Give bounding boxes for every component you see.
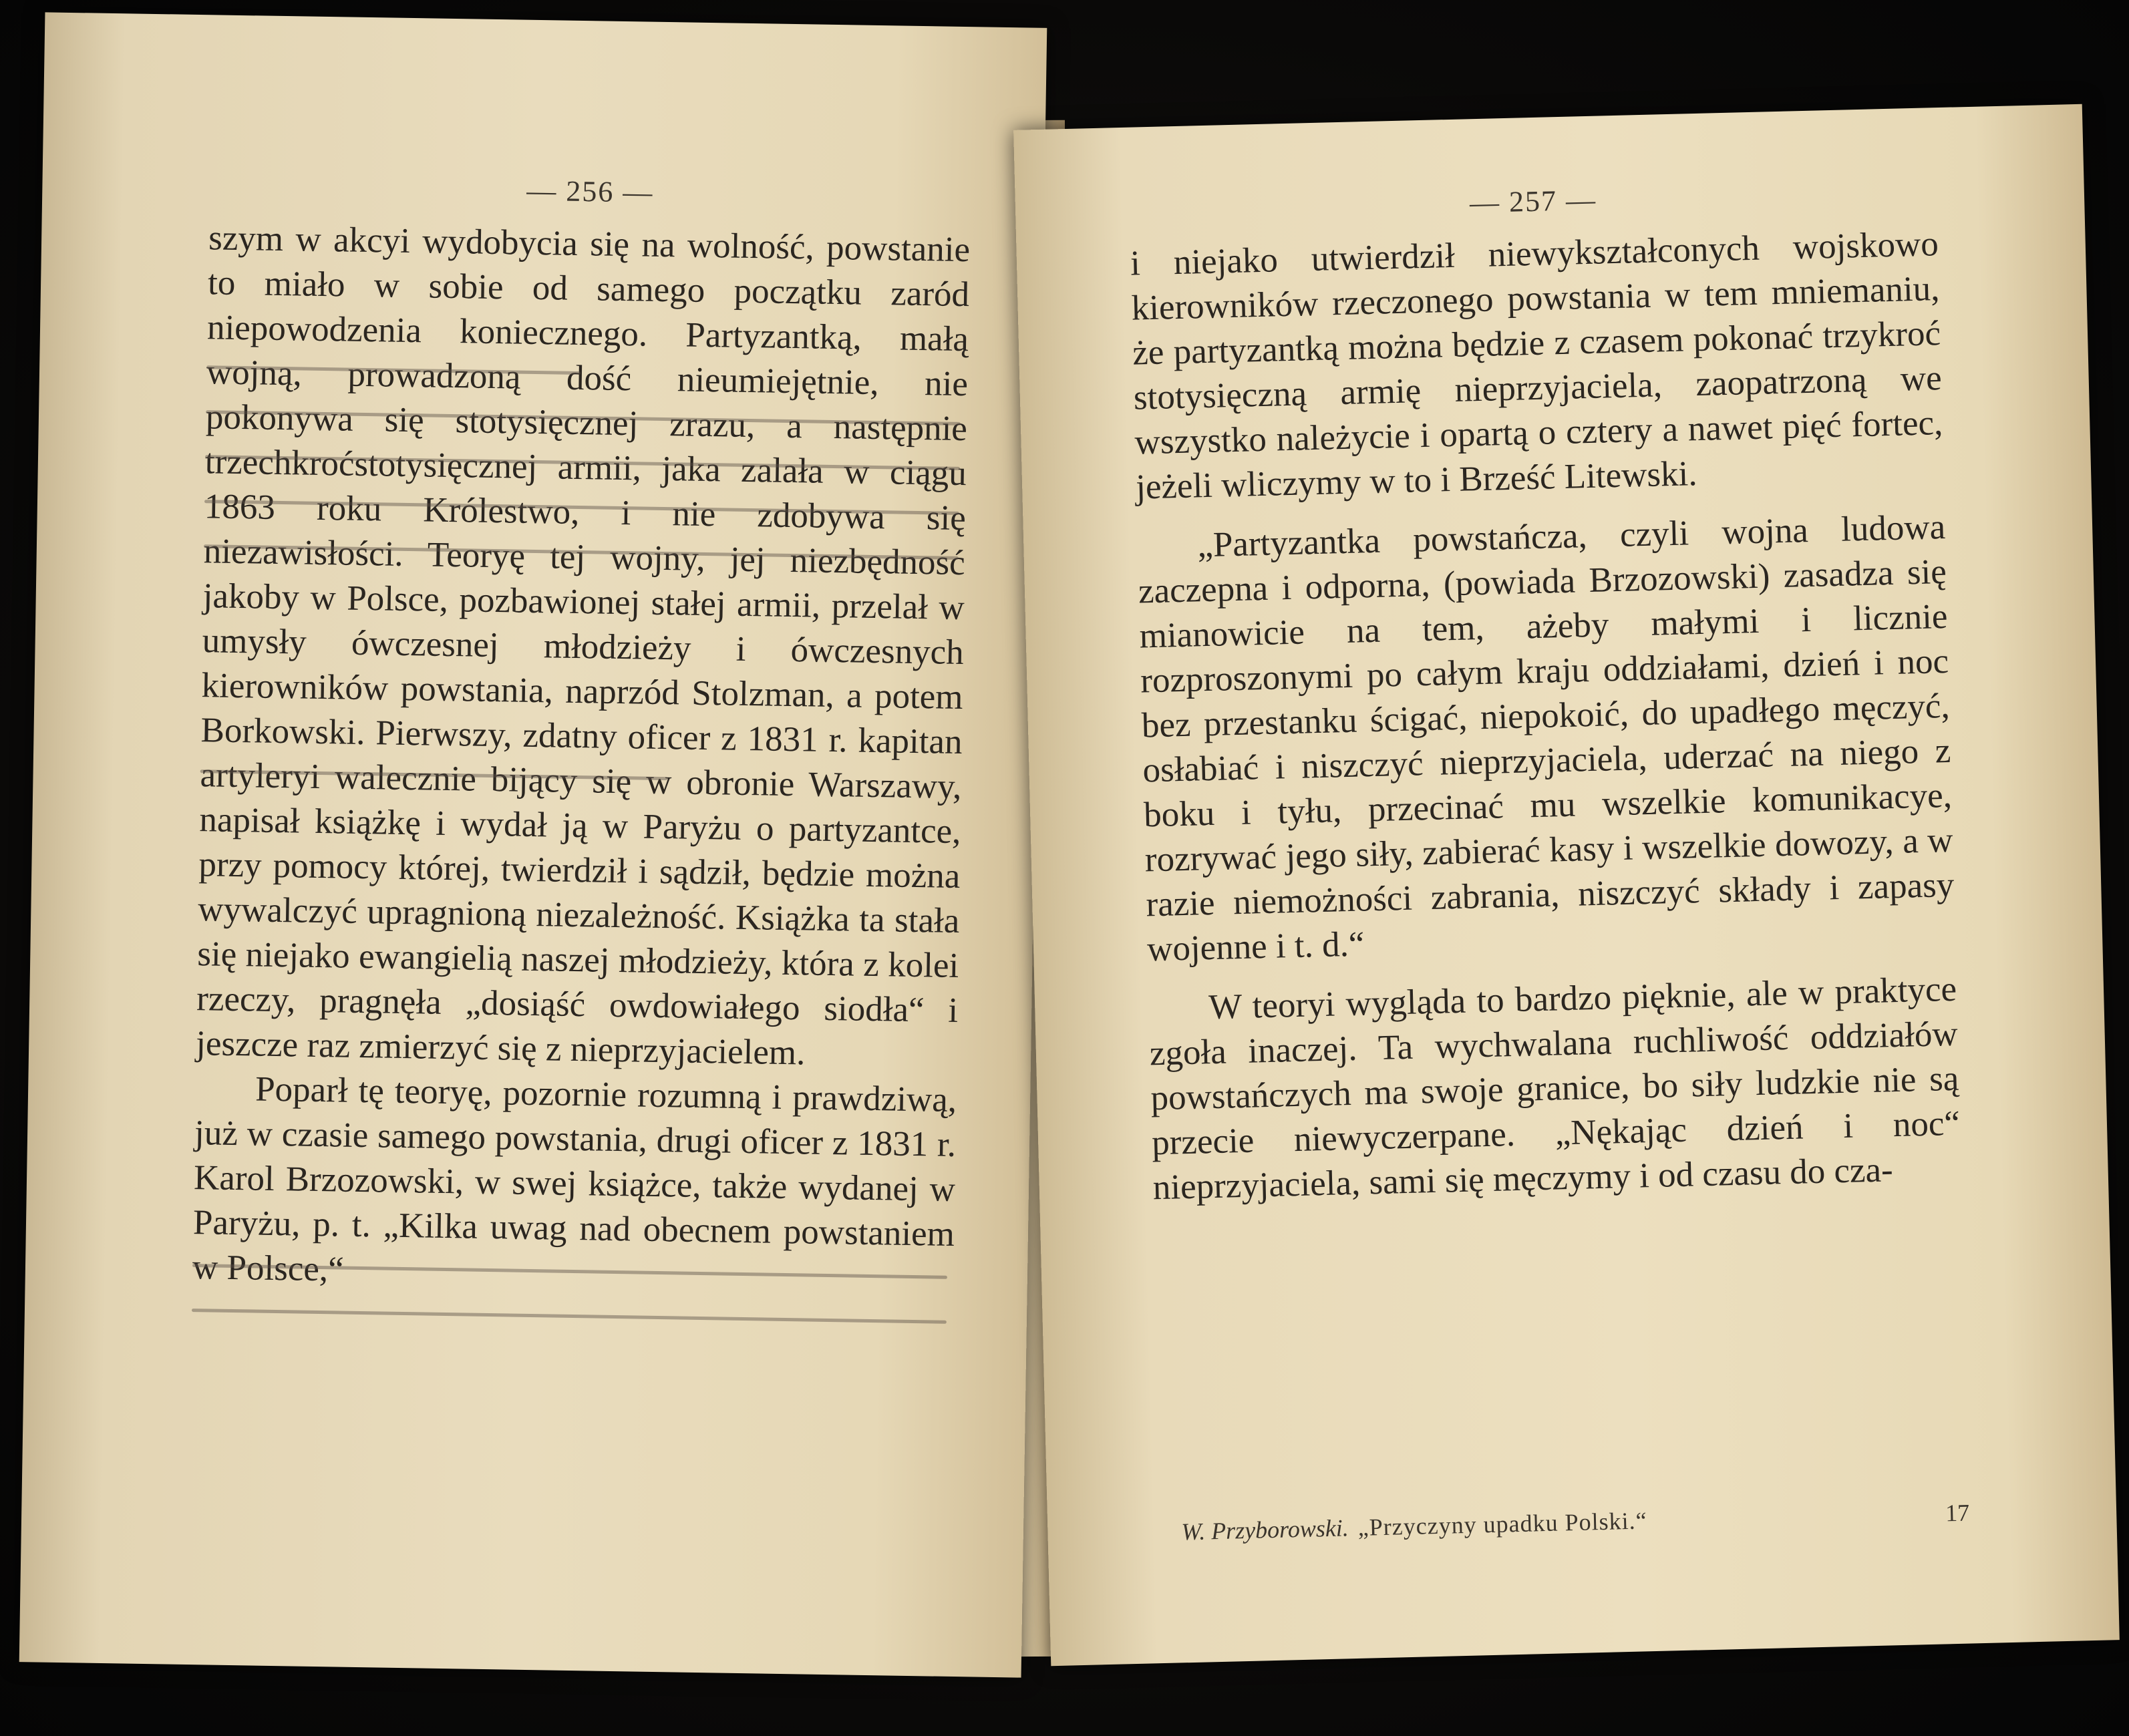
footer-author: W. Przyborowski. — [1180, 1514, 1349, 1546]
right-page — [1013, 104, 2120, 1666]
left-page-text — [192, 216, 970, 1302]
right-page-text — [1130, 222, 1961, 1210]
left-paragraph-2: Poparł tę teoryę, pozornie rozumną i prawdziwą, już w czasie samego powstania, drugi oficer z 1831 r. Karol Brzozowski, w swej książce, także wydanej w Paryżu, p. t. „Kilka uwag nad obecnem powstaniem w Polsce,“ — [192, 1069, 957, 1289]
pencil-underline — [192, 1309, 947, 1324]
signature-mark: 17 — [1945, 1499, 1970, 1527]
page-number-left: — 256 — — [526, 174, 654, 209]
right-paragraph-2: „Partyzantka powstańcza, czyli wojna ludowa zaczepna i odporna, (powiada Brzozowski) zasadza się mianowicie na tem, ażeby małymi i licznie rozproszonymi po całym kraju oddziałami, dzień i noc bez przestanku ścigać, niepokoić, do upadłego męczyć, osłabiać i niszczyć nieprzyjaciela, uderzać na niego z boku i tyłu, przecinać mu wszelkie komunikacye, rozrywać jego siły, zabierać kasy i wszelkie dowozy, a w razie niemożności zabrania, niszczyć składy i zapasy wojenne i t. d.“ — [1138, 507, 1955, 969]
left-page — [19, 12, 1047, 1677]
right-paragraph-1: i niejako utwierdził niewykształconych wojskowo kierowników rzeczonego powstania w tem mniemaniu, że partyzantką można będzie z czasem pokonać trzykroć stotysięczną armię nieprzyjaciela, zaopatrzoną we wszystko należycie i opartą o cztery a nawet pięć fortec, jeżeli wliczymy w to i Brześć Litewski. — [1130, 224, 1943, 507]
footer-title: „Przyczyny upadku Polski.“ — [1357, 1507, 1648, 1541]
page-footer — [1161, 1499, 1970, 1547]
left-paragraph-1: szym w akcyi wydobycia się na wolność, powstanie to miało w sobie od samego początku zaród niepowodzenia koniecznego. Partyzantką, małą wojną, prowadzoną dość nieumiejętnie, nie pokonywa się stotysięcznej zrazu, a następnie trzechkroćstotysięcznej armii, jaka zalała w ciągu 1863 roku Królestwo, i nie zdobywa się niezawisłości. Teoryę tej wojny, jej niezbędność jakoby w Polsce, pozbawionej stałej armii, przelał w umysły ówczesnej młodzieży i ówczesnych kierowników powstania, naprzód Stolzman, a potem Borkowski. Pierwszy, zdatny oficer z 1831 r. kapitan artyleryi walecznie bijący się w obronie Warszawy, napisał książkę i wydał ją w Paryżu o partyzantce, przy pomocy której, twierdził i sądził, będzie można wywalczyć upragnioną niezależność. Książka ta stała się niejako ewangielią naszej młodzieży, która z kolei rzeczy, pragnęła „dosiąść owdowiałego siodła“ i jeszcze raz zmierzyć się z nieprzyjacielem. — [195, 218, 971, 1073]
page-number-right: — 257 — — [1469, 183, 1597, 220]
right-paragraph-3: W teoryi wygląda to bardzo pięknie, ale w praktyce zgoła inaczej. Ta wychwalana ruchliwość oddziałów powstańczych ma swoje granice, bo siły ludzkie nie są przecie niewyczerpane. „Nękając dzień i noc“ nieprzyjaciela, sami się męczymy i od czasu do cza- — [1149, 969, 1961, 1208]
